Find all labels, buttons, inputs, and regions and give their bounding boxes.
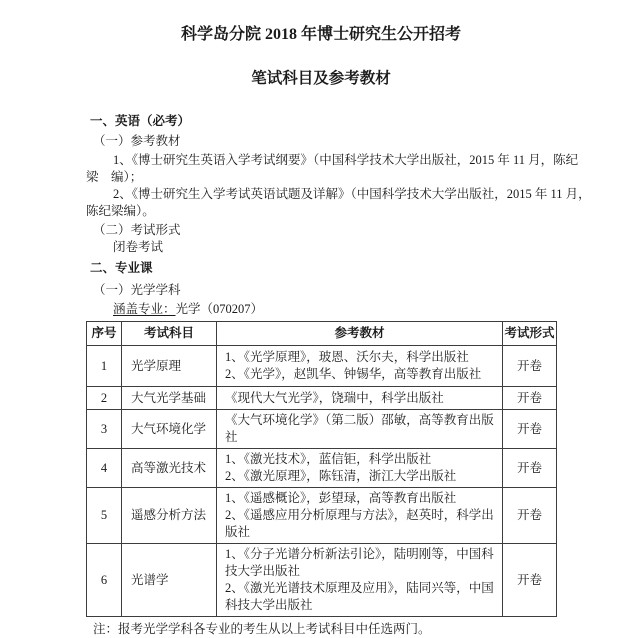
materials-cell <box>217 449 503 488</box>
exam-form-cell: 开卷 <box>503 410 557 449</box>
row-number-cell: 3 <box>87 410 122 449</box>
footnote: 注：报考光学学科各专业的考生从以上考试科目中任选两门。 <box>93 622 431 636</box>
material-line: 1、《遥感概论》，彭望琭，高等教育出版社 <box>225 491 457 505</box>
material-line: 《现代大气光学》，饶瑞中，科学出版社 <box>225 390 444 405</box>
subject-cell: 光谱学 <box>122 544 217 617</box>
exam-form-cell: 开卷 <box>503 346 557 387</box>
materials-cell <box>217 346 503 387</box>
materials-cell <box>217 488 503 544</box>
material-line: 1、《光学原理》，玻恩、沃尔夫，科学出版社 <box>225 350 469 364</box>
subjects-table-body <box>87 346 557 617</box>
english-exam-form-value: 闭卷考试 <box>113 240 164 254</box>
materials-cell <box>217 410 503 449</box>
table-row <box>87 410 557 449</box>
english-exam-form-heading: （二）考试形式 <box>93 223 181 237</box>
subject-cell: 大气环境化学 <box>122 410 217 449</box>
document-title: 科学岛分院 2018 年博士研究生公开招考 <box>180 26 461 43</box>
column-header-exam-form: 考试形式 <box>503 322 557 346</box>
exam-form-cell: 开卷 <box>503 544 557 617</box>
table-row <box>87 544 557 617</box>
subject-cell: 遥感分析方法 <box>122 488 217 544</box>
exam-form-cell: 开卷 <box>503 387 557 410</box>
row-number-cell: 2 <box>87 387 122 410</box>
table-header-row <box>87 322 557 346</box>
material-line: 1、《分子光谱分析新法引论》，陆明刚等，中国科技大学出版社 <box>225 547 494 578</box>
english-material-1-line-1: 1、《博士研究生英语入学考试纲要》（中国科学技术大学出版社，2015 年 11 月，陈纪 <box>113 153 579 167</box>
material-line: 2、《激光光谱技术原理及应用》，陆同兴等，中国科技大学出版社 <box>225 581 494 612</box>
column-header-materials: 参考教材 <box>217 322 503 346</box>
material-line: 1、《激光技术》，蓝信钜，科学出版社 <box>225 452 432 466</box>
subject-cell: 大气光学基础 <box>122 387 217 410</box>
english-material-1-line-2: 梁 编）； <box>86 170 143 184</box>
table-row <box>87 387 557 410</box>
english-materials-heading: （一）参考教材 <box>93 134 181 148</box>
materials-cell <box>217 387 503 410</box>
subject-cell: 高等激光技术 <box>122 449 217 488</box>
exam-form-cell: 开卷 <box>503 488 557 544</box>
english-material-2-line-1: 2、《博士研究生入学考试英语试题及详解》（中国科学技术大学出版社，2015 年 11 月， <box>113 187 591 201</box>
exam-form-cell: 开卷 <box>503 449 557 488</box>
optics-discipline-heading: （一）光学学科 <box>93 283 181 297</box>
subject-cell: 光学原理 <box>122 346 217 387</box>
table-row <box>87 346 557 387</box>
row-number-cell: 1 <box>87 346 122 387</box>
covered-majors-line <box>113 301 556 318</box>
materials-cell <box>217 544 503 617</box>
section-english-heading: 一、英语（必考） <box>90 114 191 128</box>
material-line: 2、《光学》，赵凯华、钟锡华，高等教育出版社 <box>225 367 482 381</box>
table-row <box>87 488 557 544</box>
material-line: 2、《遥感应用分析原理与方法》，赵英时，科学出版社 <box>225 508 494 539</box>
covered-majors-value: 光学（070207） <box>175 302 264 316</box>
subjects-table <box>86 321 557 617</box>
material-line: 《大气环境化学》（第二版）邵敏，高等教育出版社 <box>225 413 494 444</box>
row-number-cell: 5 <box>87 488 122 544</box>
table-row <box>87 449 557 488</box>
material-line: 2、《激光原理》，陈钰清，浙江大学出版社 <box>225 469 457 483</box>
column-header-number: 序号 <box>87 322 122 346</box>
row-number-cell: 6 <box>87 544 122 617</box>
column-header-subject: 考试科目 <box>122 322 217 346</box>
section-professional-heading: 二、专业课 <box>90 261 153 275</box>
document-subtitle: 笔试科目及参考教材 <box>251 70 391 87</box>
row-number-cell: 4 <box>87 449 122 488</box>
covered-majors-label: 涵盖专业： <box>113 302 176 316</box>
english-material-2-line-2: 陈纪梁编）。 <box>86 204 155 218</box>
